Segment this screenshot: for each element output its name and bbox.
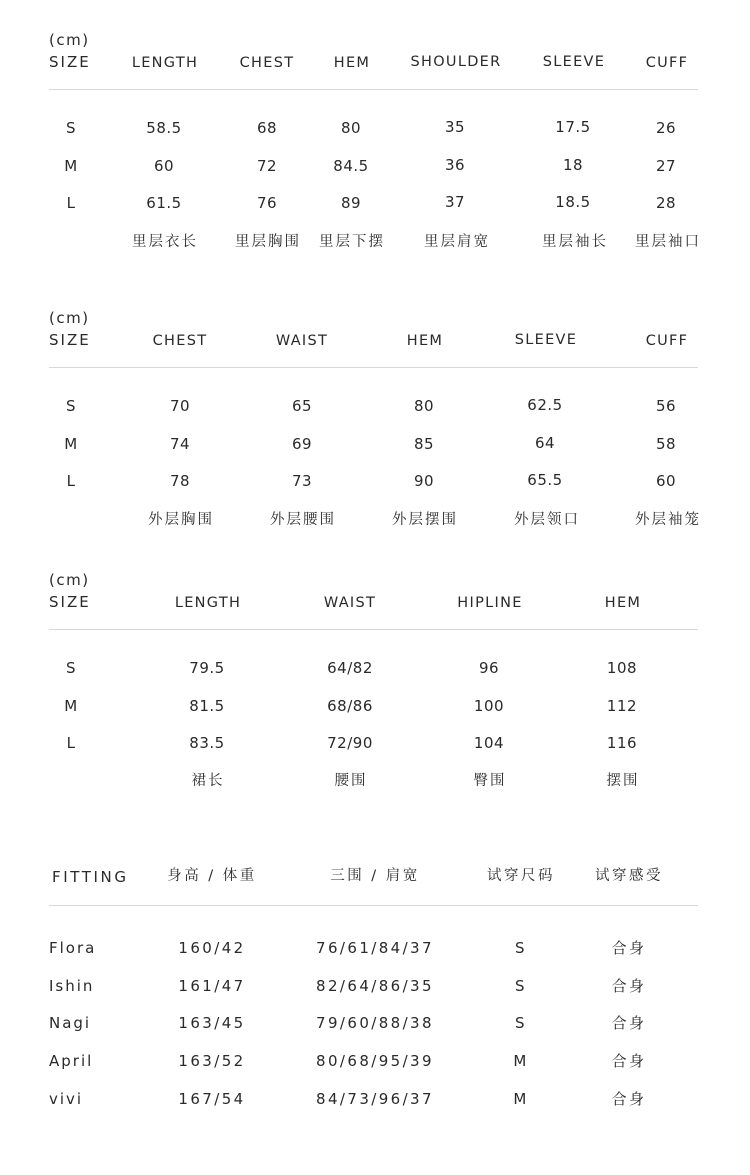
cn-label: 外层袖笼: [635, 512, 701, 528]
cell-value: 69: [291, 435, 313, 453]
measurements: 79/60/88/38: [316, 1014, 434, 1032]
model-name: Flora: [49, 939, 97, 957]
measurements: 80/68/95/39: [316, 1052, 434, 1070]
size-column-label: SIZE: [49, 53, 91, 71]
divider: [49, 89, 698, 90]
cell-value: 81.5: [189, 697, 225, 715]
cell-value: 65: [291, 397, 313, 415]
height-weight: 167/54: [178, 1090, 246, 1108]
divider: [49, 905, 698, 906]
header-waist: WAIST: [275, 333, 329, 349]
cn-label: 里层下摆: [319, 234, 385, 250]
cn-label: 外层摆围: [392, 512, 458, 528]
measurements: 82/64/86/35: [316, 977, 434, 995]
cell-value: 61.5: [146, 194, 182, 212]
cell-value: 104: [473, 734, 505, 752]
row-size: S: [65, 659, 77, 677]
cell-value: 79.5: [189, 659, 225, 677]
unit-label: (cm): [49, 309, 90, 327]
cell-value: 112: [606, 697, 638, 715]
cell-value: 36: [444, 156, 466, 174]
cell-value: 89: [340, 194, 362, 212]
cell-value: 58: [655, 435, 677, 453]
cn-label: 腰围: [334, 773, 368, 789]
cn-label: 里层衣长: [132, 234, 198, 250]
measurements: 84/73/96/37: [316, 1090, 434, 1108]
cell-value: 65.5: [527, 471, 563, 489]
fit-feel: 合身: [611, 1014, 647, 1032]
cell-value: 90: [413, 472, 435, 490]
cell-value: 68/86: [327, 697, 373, 715]
fit-feel: 合身: [611, 977, 647, 995]
cell-value: 80: [413, 397, 435, 415]
fitting-title: FITTING: [52, 868, 129, 886]
cell-value: 72: [256, 157, 278, 175]
row-size: S: [65, 397, 77, 415]
cn-label: 里层袖口: [635, 234, 701, 250]
size-column-label: SIZE: [49, 331, 91, 349]
header-hem: HEM: [333, 55, 371, 71]
cell-value: 28: [655, 194, 677, 212]
header-cuff: CUFF: [645, 55, 689, 71]
cell-value: 58.5: [146, 119, 182, 137]
cell-value: 96: [478, 659, 500, 677]
header-height-weight: 身高 / 体重: [167, 868, 257, 884]
cell-value: 74: [169, 435, 191, 453]
measurements: 76/61/84/37: [316, 939, 434, 957]
cell-value: 68: [256, 119, 278, 137]
cn-label: 臀围: [473, 773, 507, 789]
cell-value: 37: [444, 193, 466, 211]
fit-size: S: [515, 977, 527, 995]
cell-value: 83.5: [189, 734, 225, 752]
cell-value: 62.5: [527, 396, 563, 414]
header-length: LENGTH: [174, 595, 242, 611]
cn-label: 里层胸围: [235, 234, 301, 250]
divider: [49, 629, 698, 630]
cn-label: 摆围: [606, 773, 640, 789]
cell-value: 18: [562, 156, 584, 174]
header-fit-size: 试穿尺码: [487, 868, 555, 884]
row-size: M: [64, 435, 78, 453]
cell-value: 100: [473, 697, 505, 715]
header-waist: WAIST: [323, 595, 377, 611]
header-hem: HEM: [406, 333, 444, 349]
cell-value: 60: [655, 472, 677, 490]
model-name: Nagi: [49, 1014, 92, 1032]
cell-value: 56: [655, 397, 677, 415]
header-chest: CHEST: [239, 55, 295, 71]
row-size: M: [64, 157, 78, 175]
unit-label: (cm): [49, 571, 90, 589]
model-name: Ishin: [49, 977, 95, 995]
cn-label: 里层袖长: [542, 234, 608, 250]
cell-value: 78: [169, 472, 191, 490]
cell-value: 64/82: [327, 659, 373, 677]
cell-value: 60: [153, 157, 175, 175]
cell-value: 108: [606, 659, 638, 677]
row-size: L: [66, 194, 76, 212]
cell-value: 26: [655, 119, 677, 137]
height-weight: 161/47: [178, 977, 246, 995]
cn-label: 里层肩宽: [424, 234, 490, 250]
header-shoulder: SHOULDER: [410, 54, 502, 70]
fit-size: M: [513, 1090, 529, 1108]
divider: [49, 367, 698, 368]
row-size: S: [65, 119, 77, 137]
model-name: April: [49, 1052, 94, 1070]
cell-value: 76: [256, 194, 278, 212]
cn-label: 外层腰围: [270, 512, 336, 528]
header-sleeve: SLEEVE: [542, 54, 606, 70]
fit-size: M: [513, 1052, 529, 1070]
fit-size: S: [515, 939, 527, 957]
cell-value: 70: [169, 397, 191, 415]
header-cuff: CUFF: [645, 333, 689, 349]
cn-label: 外层领口: [514, 512, 580, 528]
height-weight: 163/45: [178, 1014, 246, 1032]
model-name: vivi: [49, 1090, 84, 1108]
cell-value: 85: [413, 435, 435, 453]
header-measurements: 三围 / 肩宽: [330, 868, 420, 884]
header-sleeve: SLEEVE: [514, 332, 578, 348]
cell-value: 84.5: [333, 157, 369, 175]
cell-value: 35: [444, 118, 466, 136]
fit-size: S: [515, 1014, 527, 1032]
row-size: M: [64, 697, 78, 715]
cell-value: 72/90: [327, 734, 373, 752]
header-fit-feel: 试穿感受: [595, 868, 663, 884]
cell-value: 73: [291, 472, 313, 490]
row-size: L: [66, 734, 76, 752]
fit-feel: 合身: [611, 1052, 647, 1070]
header-chest: CHEST: [152, 333, 208, 349]
fit-feel: 合身: [611, 939, 647, 957]
fit-feel: 合身: [611, 1090, 647, 1108]
size-column-label: SIZE: [49, 593, 91, 611]
cell-value: 116: [606, 734, 638, 752]
height-weight: 160/42: [178, 939, 246, 957]
cell-value: 64: [534, 434, 556, 452]
cell-value: 17.5: [555, 118, 591, 136]
cell-value: 27: [655, 157, 677, 175]
header-hipline: HIPLINE: [457, 595, 523, 611]
row-size: L: [66, 472, 76, 490]
cn-label: 外层胸围: [148, 512, 214, 528]
height-weight: 163/52: [178, 1052, 246, 1070]
cn-label: 裙长: [191, 773, 225, 789]
cell-value: 18.5: [555, 193, 591, 211]
unit-label: (cm): [49, 31, 90, 49]
cell-value: 80: [340, 119, 362, 137]
header-hem: HEM: [604, 595, 642, 611]
header-length: LENGTH: [131, 55, 199, 71]
